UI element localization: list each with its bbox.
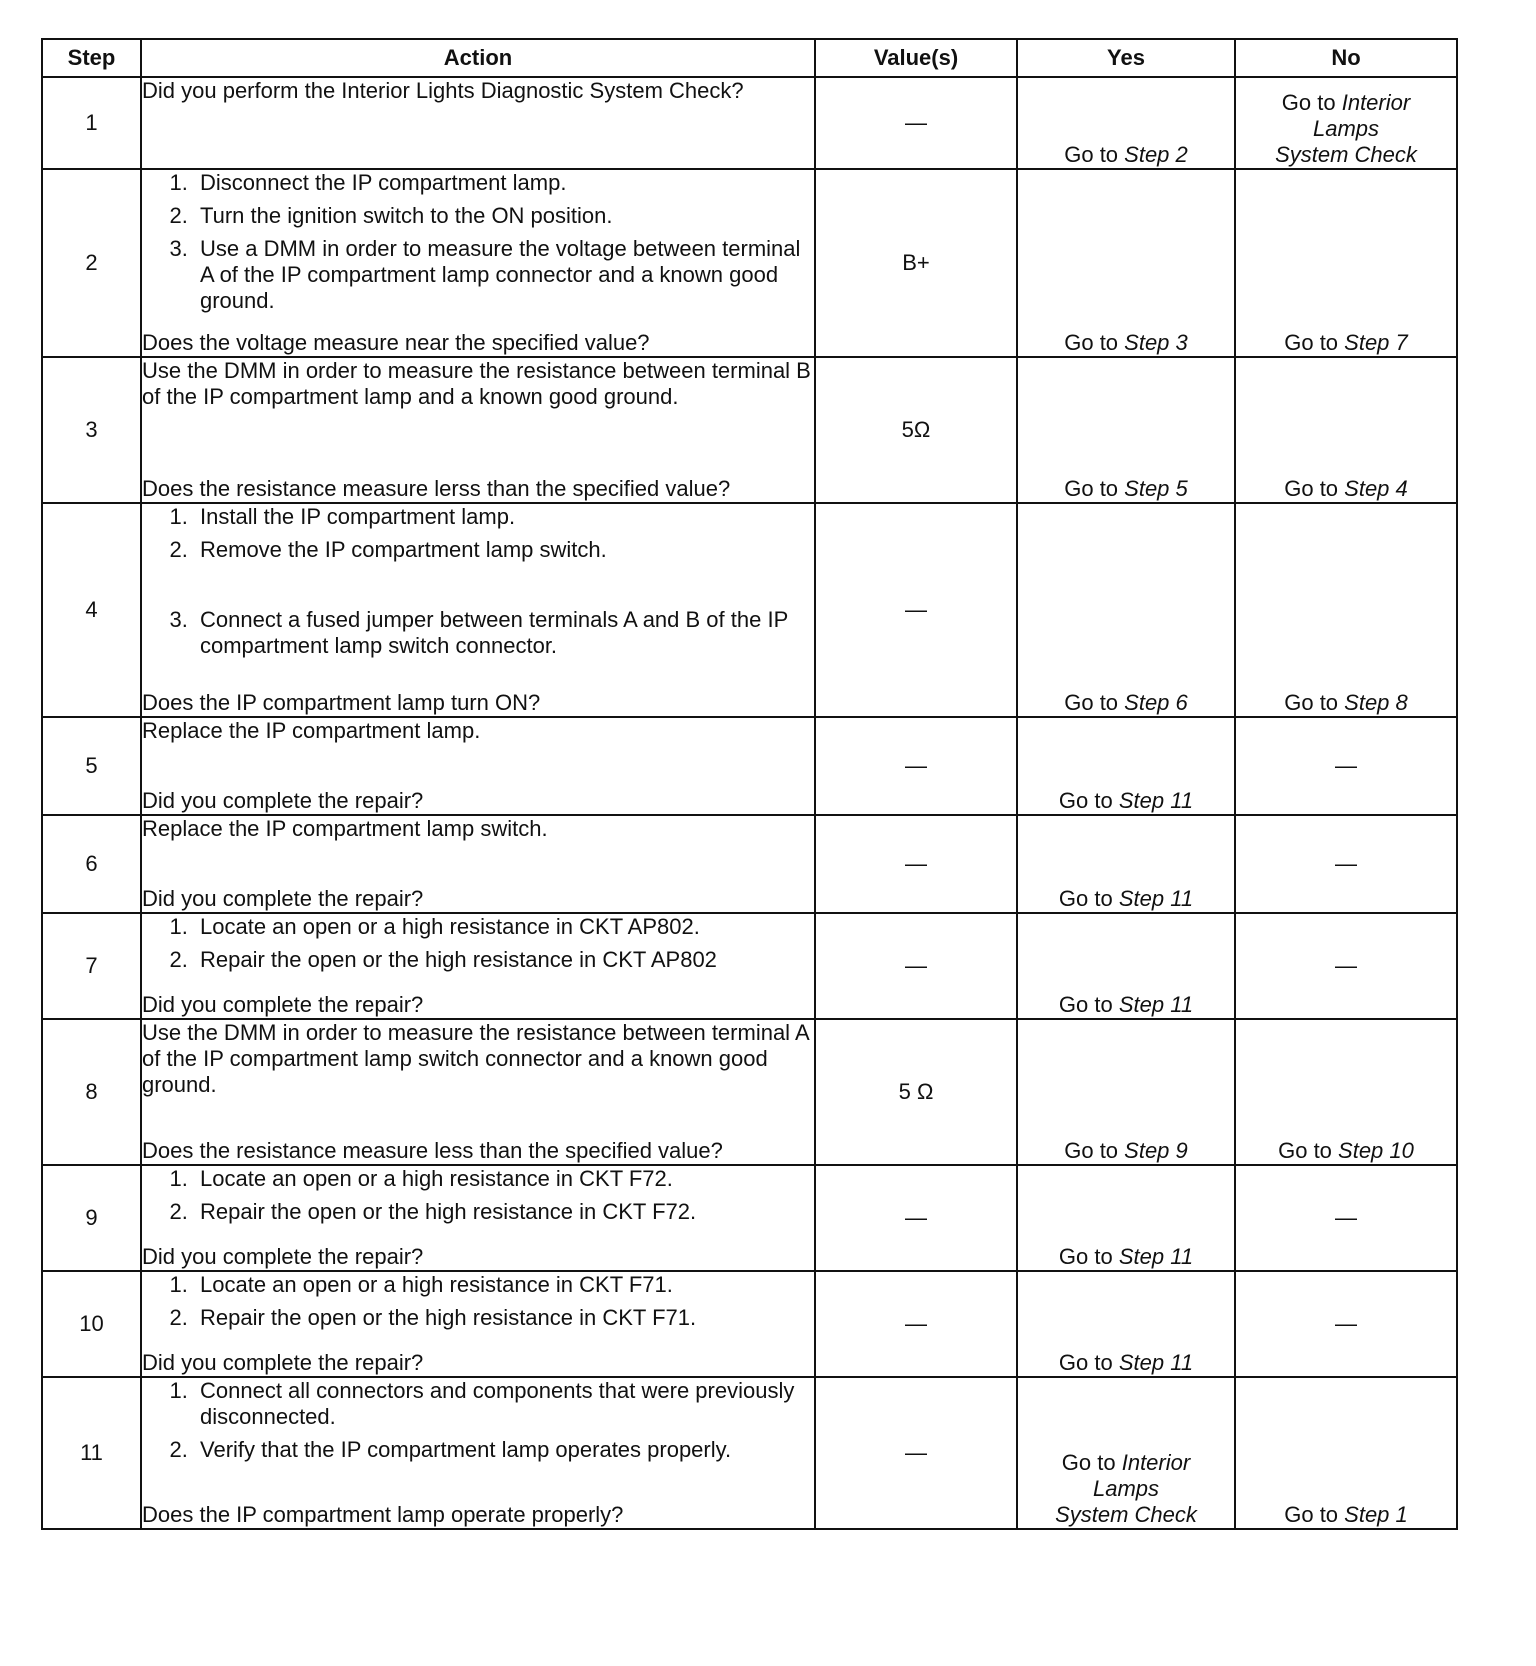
- yes-goto-target: Step 11: [1118, 992, 1194, 1017]
- step-number: 2: [42, 169, 141, 357]
- action-content: [142, 170, 814, 356]
- yes-goto-link[interactable]: [1059, 788, 1193, 813]
- yes-goto-line: [1018, 1450, 1234, 1476]
- yes-goto-prefix: Go to: [1058, 1350, 1119, 1375]
- action-body: [142, 78, 814, 104]
- action-body: [142, 1166, 814, 1229]
- action-step-item: 1. Locate an open or a high resistance in CKT F72.: [194, 1166, 814, 1192]
- action-intro: Use the DMM in order to measure the resistance between terminal B of the IP compartment lamp and a known good ground.: [142, 358, 811, 409]
- action-intro: Did you perform the Interior Lights Diagnostic System Check?: [142, 78, 744, 103]
- action-intro: Use the DMM in order to measure the resistance between terminal A of the IP compartment lamp switch connector and a known good ground.: [142, 1020, 809, 1097]
- yes-cell: [1017, 503, 1235, 717]
- action-body: [142, 358, 814, 410]
- action-content: [142, 358, 814, 502]
- value-cell: 5 Ω: [815, 1019, 1017, 1165]
- yes-goto-prefix: Go to: [1058, 992, 1119, 1017]
- action-body: [142, 504, 814, 663]
- value-cell: —: [815, 1377, 1017, 1529]
- action-steps-list: [142, 1272, 814, 1331]
- step-number: 10: [42, 1271, 141, 1377]
- action-cell: [141, 815, 815, 913]
- action-question: Did you complete the repair?: [142, 886, 424, 911]
- action-cell: [141, 1165, 815, 1271]
- step-number: 7: [42, 913, 141, 1019]
- action-step-item: 2. Repair the open or the high resistance in CKT AP802: [194, 947, 814, 973]
- action-question: Did you complete the repair?: [142, 1244, 424, 1269]
- action-content: [142, 78, 814, 168]
- action-step-item: 2. Remove the IP compartment lamp switch.: [194, 537, 814, 563]
- no-cell: [1235, 169, 1457, 357]
- yes-cell: [1017, 815, 1235, 913]
- no-cell: [1235, 1377, 1457, 1529]
- no-goto-line: [1236, 90, 1456, 116]
- action-cell: [141, 717, 815, 815]
- table-row: [42, 169, 1457, 357]
- no-goto-prefix: Go to: [1278, 1138, 1339, 1163]
- value-cell: B+: [815, 169, 1017, 357]
- no-goto-target: Step 7: [1344, 330, 1408, 355]
- no-cell: [1235, 357, 1457, 503]
- action-question: Did you complete the repair?: [142, 1350, 424, 1375]
- action-content: [142, 1166, 814, 1270]
- yes-goto-link[interactable]: [1064, 330, 1188, 355]
- value-cell: —: [815, 1271, 1017, 1377]
- action-body: [142, 914, 814, 977]
- yes-goto-target: Step 11: [1118, 1244, 1194, 1269]
- step-number: 5: [42, 717, 141, 815]
- action-content: [142, 1020, 814, 1164]
- action-step-item: 2. Turn the ignition switch to the ON position.: [194, 203, 814, 229]
- yes-cell: [1017, 357, 1235, 503]
- action-question: Does the voltage measure near the specified value?: [142, 330, 650, 355]
- action-body: [142, 1378, 814, 1467]
- action-question: Does the IP compartment lamp turn ON?: [142, 690, 541, 715]
- no-cell: [1235, 77, 1457, 169]
- action-cell: [141, 169, 815, 357]
- yes-goto-target: Step 11: [1118, 1350, 1194, 1375]
- yes-goto-prefix: Go to: [1064, 142, 1125, 167]
- no-goto-target: Step 10: [1338, 1138, 1414, 1163]
- yes-cell: [1017, 1019, 1235, 1165]
- no-goto-prefix: Go to: [1284, 1502, 1345, 1527]
- yes-goto-target: Step 11: [1118, 886, 1194, 911]
- action-body: [142, 1272, 814, 1335]
- no-goto-target: Step 4: [1344, 476, 1408, 501]
- step-number: 8: [42, 1019, 141, 1165]
- yes-goto-prefix: Go to: [1064, 690, 1125, 715]
- no-cell: [1235, 1019, 1457, 1165]
- table-row: [42, 815, 1457, 913]
- table-row: [42, 1377, 1457, 1529]
- action-steps-list: [142, 1166, 814, 1225]
- action-body: [142, 718, 814, 744]
- no-goto-target: Interior: [1341, 90, 1411, 115]
- action-content: [142, 1378, 814, 1528]
- action-cell: [141, 1377, 815, 1529]
- diagnostic-table: [41, 38, 1458, 1530]
- no-cell: [1235, 1271, 1457, 1377]
- step-number: 3: [42, 357, 141, 503]
- action-body: [142, 170, 814, 318]
- yes-goto-line: [1018, 1476, 1234, 1502]
- no-goto-target: System Check: [1275, 142, 1417, 167]
- table-row: [42, 1271, 1457, 1377]
- yes-goto-prefix: Go to: [1064, 476, 1125, 501]
- action-step-item: 1. Locate an open or a high resistance in CKT AP802.: [194, 914, 814, 940]
- yes-cell: [1017, 169, 1235, 357]
- action-step-item: 2. Repair the open or the high resistance in CKT F72.: [194, 1199, 814, 1225]
- value-cell: —: [815, 1165, 1017, 1271]
- yes-goto-target: Step 3: [1124, 330, 1188, 355]
- action-step-item: 3. Connect a fused jumper between terminals A and B of the IP compartment lamp switch connector.: [194, 607, 814, 659]
- action-body: [142, 816, 814, 842]
- no-goto-prefix: Go to: [1284, 330, 1345, 355]
- yes-cell: [1017, 717, 1235, 815]
- yes-goto-link[interactable]: [1064, 476, 1188, 501]
- yes-goto-prefix: Go to: [1058, 788, 1119, 813]
- no-goto-line: [1236, 142, 1456, 168]
- no-goto-target: Lamps: [1312, 116, 1380, 141]
- no-goto-prefix: Go to: [1284, 476, 1345, 501]
- no-goto-line: [1236, 116, 1456, 142]
- no-dash: —: [1335, 1311, 1357, 1336]
- action-cell: [141, 357, 815, 503]
- action-step-item: 2. Verify that the IP compartment lamp operates properly.: [194, 1437, 814, 1463]
- action-step-item: 3. Use a DMM in order to measure the voltage between terminal A of the IP compartment lamp connector and a known good ground.: [194, 236, 814, 314]
- yes-goto-prefix: Go to: [1058, 1244, 1119, 1269]
- action-content: [142, 914, 814, 1018]
- step-number: 9: [42, 1165, 141, 1271]
- action-steps-list: [142, 1378, 814, 1463]
- action-step-item: 1. Install the IP compartment lamp.: [194, 504, 814, 530]
- yes-goto-prefix: Go to: [1061, 1450, 1122, 1475]
- no-goto-link[interactable]: [1284, 690, 1408, 715]
- yes-goto-target: Step 6: [1124, 690, 1188, 715]
- action-step-item: 1. Connect all connectors and components that were previously disconnected.: [194, 1378, 814, 1430]
- yes-goto-prefix: Go to: [1064, 1138, 1125, 1163]
- value-cell: —: [815, 913, 1017, 1019]
- action-content: [142, 1272, 814, 1376]
- action-cell: [141, 503, 815, 717]
- action-cell: [141, 913, 815, 1019]
- no-goto-link[interactable]: [1284, 476, 1408, 501]
- header-values: Value(s): [815, 39, 1017, 77]
- yes-goto-target: Step 9: [1124, 1138, 1188, 1163]
- action-cell: [141, 77, 815, 169]
- table-row: [42, 717, 1457, 815]
- no-goto-target: Step 8: [1344, 690, 1408, 715]
- no-goto-link[interactable]: [1284, 330, 1408, 355]
- no-goto-target: Step 1: [1344, 1502, 1408, 1527]
- yes-goto-prefix: Go to: [1064, 330, 1125, 355]
- no-goto-prefix: Go to: [1284, 690, 1345, 715]
- action-question: Does the IP compartment lamp operate properly?: [142, 1502, 624, 1527]
- yes-goto-link[interactable]: [1064, 142, 1188, 167]
- no-goto-prefix: Go to: [1281, 90, 1342, 115]
- table-row: [42, 503, 1457, 717]
- value-cell: —: [815, 77, 1017, 169]
- table-row: [42, 77, 1457, 169]
- yes-goto-link[interactable]: [1059, 1244, 1193, 1269]
- action-content: [142, 718, 814, 814]
- no-dash: —: [1335, 1205, 1357, 1230]
- action-content: [142, 504, 814, 716]
- no-dash: —: [1335, 851, 1357, 876]
- action-steps-list: [142, 170, 814, 314]
- table-row: [42, 357, 1457, 503]
- yes-goto-link[interactable]: [1018, 1450, 1234, 1528]
- yes-goto-target: Step 11: [1118, 788, 1194, 813]
- yes-goto-link[interactable]: [1064, 1138, 1188, 1163]
- value-cell: —: [815, 503, 1017, 717]
- no-cell: [1235, 815, 1457, 913]
- no-dash: —: [1335, 753, 1357, 778]
- step-number: 11: [42, 1377, 141, 1529]
- yes-goto-link[interactable]: [1059, 886, 1193, 911]
- header-action: Action: [141, 39, 815, 77]
- action-intro: Replace the IP compartment lamp.: [142, 718, 481, 743]
- action-question: Did you complete the repair?: [142, 992, 424, 1017]
- action-step-item: 1. Locate an open or a high resistance in CKT F71.: [194, 1272, 814, 1298]
- yes-goto-target: Lamps: [1092, 1476, 1160, 1501]
- no-goto-link[interactable]: [1284, 1502, 1408, 1527]
- step-number: 1: [42, 77, 141, 169]
- yes-goto-link[interactable]: [1059, 992, 1193, 1017]
- action-step-item: 2. Repair the open or the high resistance in CKT F71.: [194, 1305, 814, 1331]
- action-steps-list: [142, 914, 814, 973]
- header-row: [42, 39, 1457, 77]
- header-no: No: [1235, 39, 1457, 77]
- action-steps-list: [142, 504, 814, 659]
- step-number: 4: [42, 503, 141, 717]
- yes-goto-target: Step 5: [1124, 476, 1188, 501]
- action-intro: Replace the IP compartment lamp switch.: [142, 816, 548, 841]
- action-cell: [141, 1271, 815, 1377]
- yes-cell: [1017, 1271, 1235, 1377]
- action-body: [142, 1020, 814, 1098]
- table-row: [42, 1019, 1457, 1165]
- yes-goto-link[interactable]: [1064, 690, 1188, 715]
- yes-cell: [1017, 913, 1235, 1019]
- yes-cell: [1017, 1165, 1235, 1271]
- action-cell: [141, 1019, 815, 1165]
- yes-goto-target: Step 2: [1124, 142, 1188, 167]
- action-content: [142, 816, 814, 912]
- no-goto-link[interactable]: [1236, 90, 1456, 168]
- yes-goto-prefix: Go to: [1058, 886, 1119, 911]
- no-cell: [1235, 1165, 1457, 1271]
- no-dash: —: [1335, 953, 1357, 978]
- table-row: [42, 913, 1457, 1019]
- no-cell: [1235, 717, 1457, 815]
- no-cell: [1235, 503, 1457, 717]
- yes-goto-link[interactable]: [1059, 1350, 1193, 1375]
- table-row: [42, 1165, 1457, 1271]
- no-goto-link[interactable]: [1278, 1138, 1414, 1163]
- header-step: Step: [42, 39, 141, 77]
- action-question: Does the resistance measure lerss than the specified value?: [142, 476, 731, 501]
- no-cell: [1235, 913, 1457, 1019]
- header-yes: Yes: [1017, 39, 1235, 77]
- yes-goto-target: Interior: [1121, 1450, 1191, 1475]
- value-cell: —: [815, 717, 1017, 815]
- action-question: Does the resistance measure less than the specified value?: [142, 1138, 723, 1163]
- yes-cell: [1017, 1377, 1235, 1529]
- yes-goto-target: System Check: [1055, 1502, 1197, 1527]
- action-step-item: 1. Disconnect the IP compartment lamp.: [194, 170, 814, 196]
- step-number: 6: [42, 815, 141, 913]
- action-question: Did you complete the repair?: [142, 788, 424, 813]
- yes-goto-line: [1018, 1502, 1234, 1528]
- yes-cell: [1017, 77, 1235, 169]
- value-cell: 5Ω: [815, 357, 1017, 503]
- value-cell: —: [815, 815, 1017, 913]
